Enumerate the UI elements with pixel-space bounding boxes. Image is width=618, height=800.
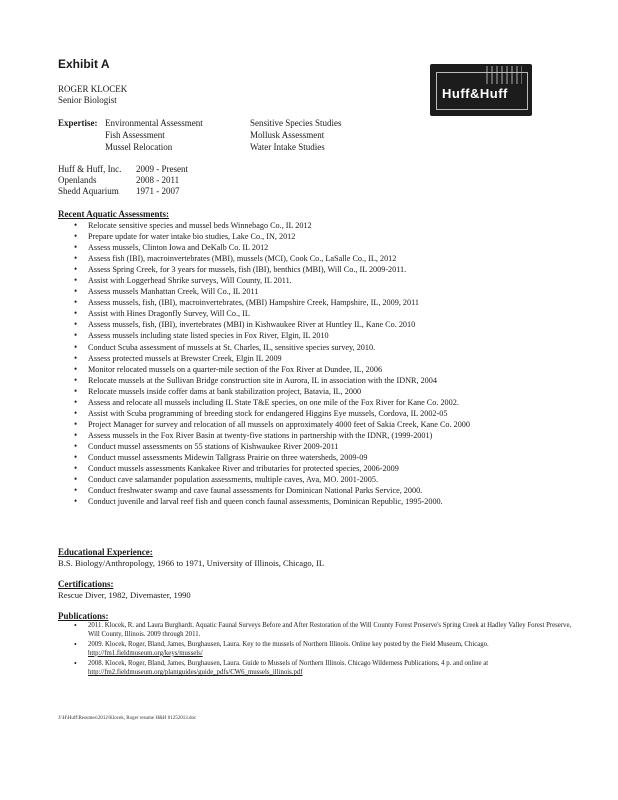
- publication-link[interactable]: http://fm2.fieldmuseum.org/plantguides/guide_pdfs/CW6_mussels_illinois.pdf: [88, 668, 303, 676]
- document-footer-path: J:\H\Huff\Resumes\2012\Klocek, Roger resume H&H 01252013.doc: [58, 716, 197, 721]
- list-item: • Assess mussels Manhattan Creek, Will Co., IL 2011: [74, 286, 594, 297]
- person-role: Senior Biologist: [58, 95, 117, 105]
- list-item: • Monitor relocated mussels on a quarter-mile section of the Fox River at Dundee, IL, 2006: [74, 364, 594, 375]
- list-item: • Relocate mussels at the Sullivan Bridge construction site in Aurora, IL in association with the IDNR, 2004: [74, 375, 594, 386]
- expertise-item: Sensitive Species Studies: [250, 118, 342, 128]
- publication-text: 2011. Klocek, R. and Laura Burghardt. Aquatic Faunal Surveys Before and After Restoration of the Will County Forest Preserve's Spring Creek at Hadley Valley Forest Preserve, Will County, Illinois. 2009 through 2011.: [88, 622, 572, 638]
- publication-text: 2009. Klocek, Roger, Bland, James, Burghausen, Laura. Key to the mussels of Northern Illinois. Online key posted by the Field Museum, Chicago.: [88, 641, 489, 649]
- publication-item: [74, 641, 574, 658]
- list-item: • Assist with Loggerhead Shrike surveys, Will County, IL 2011.: [74, 275, 594, 286]
- publication-text: 2008. Klocek, Roger, Bland, James, Burghausen, Laura. Guide to Mussels of Northern Illinois. Chicago Wilderness Publications, 4 p. and online at: [88, 660, 489, 668]
- employer-years: 1971 - 2007: [136, 186, 180, 196]
- employer-years: 2008 - 2011: [136, 175, 180, 185]
- employer-years: 2009 - Present: [136, 164, 188, 174]
- list-item: • Prepare update for water intake bio studies, Lake Co., IN, 2012: [74, 231, 594, 242]
- employer-name: Shedd Aquarium: [58, 186, 119, 196]
- list-item: • Relocate sensitive species and mussel beds Winnebago Co., IL 2012: [74, 220, 594, 231]
- publication-item: [74, 622, 574, 639]
- education-heading: Educational Experience:: [58, 547, 153, 557]
- expertise-item: Mollusk Assessment: [250, 130, 325, 140]
- certifications-text: Rescue Diver, 1982, Divemaster, 1990: [58, 590, 191, 600]
- publications-list: [74, 622, 574, 680]
- logo-text: Huff&Huff: [442, 86, 508, 101]
- list-item: • Assess mussels including state listed species in Fox River, Elgin, IL 2010: [74, 330, 594, 341]
- publication-item: [74, 660, 574, 677]
- list-item: • Conduct Scuba assessment of mussels at St. Charles, IL, sensitive species survey, 2010.: [74, 342, 594, 353]
- list-item: • Assess Spring Creek, for 3 years for mussels, fish (IBI), benthics (MBI), Will Co., IL 2009-2011.: [74, 264, 594, 275]
- recent-assessments-heading: Recent Aquatic Assessments:: [58, 209, 169, 219]
- list-item: • Conduct cave salamander population assessments, multiple caves, Ava, MO. 2001-2005.: [74, 474, 594, 485]
- employer-name: Openlands: [58, 175, 97, 185]
- education-text: B.S. Biology/Anthropology, 1966 to 1971, University of Illinois, Chicago, IL: [58, 558, 325, 568]
- expertise-item: Environmental Assessment: [105, 118, 203, 128]
- list-item: • Assess fish (IBI), macroinvertebrates (MBI), mussels (MCI), Cook Co., LaSalle Co., IL, 2012: [74, 253, 594, 264]
- exhibit-title: Exhibit A: [58, 57, 110, 71]
- expertise-item: Fish Assessment: [105, 130, 165, 140]
- person-name: ROGER KLOCEK: [58, 84, 128, 94]
- recent-assessments-list: [74, 220, 594, 507]
- expertise-item: Water Intake Studies: [250, 142, 325, 152]
- list-item: • Assess mussels, fish, (IBI), macroinvertebrates, (MBI) Hampshire Creek, Hampshire, IL, 2009, 2011: [74, 297, 594, 308]
- list-item: • Assess protected mussels at Brewster Creek, Elgin IL 2009: [74, 353, 594, 364]
- publications-heading: Publications:: [58, 611, 109, 621]
- list-item: • Conduct mussel assessments on 55 stations of Kishwaukee River 2009-2011: [74, 441, 594, 452]
- list-item: • Assess and relocate all mussels including IL State T&E species, on one mile of the Fox River for Kane Co. 2002.: [74, 397, 594, 408]
- expertise-label: Expertise:: [58, 118, 98, 128]
- expertise-item: Mussel Relocation: [105, 142, 173, 152]
- list-item: • Assess mussels, fish, (IBI), invertebrates (MBI) in Kishwaukee River at Huntley IL, Kane Co. 2010: [74, 319, 594, 330]
- certifications-heading: Certifications:: [58, 579, 114, 589]
- list-item: • Assess mussels in the Fox River Basin at twenty-five stations in partnership with the IDNR, (1999-2001): [74, 430, 594, 441]
- list-item: • Relocate mussels inside coffer dams at bank stabilization project, Batavia, IL, 2000: [74, 386, 594, 397]
- list-item: • Conduct mussels assessments Kankakee River and tributaries for protected species, 2006-2009: [74, 463, 594, 474]
- employer-name: Huff & Huff, Inc.: [58, 164, 122, 174]
- list-item: • Project Manager for survey and relocation of all mussels on approximately 4000 feet of Sakia Creek, Kane Co. 2000: [74, 419, 594, 430]
- list-item: • Conduct mussel assessments Midewin Tallgrass Prairie on three watersheds, 2009-09: [74, 452, 594, 463]
- list-item: • Assist with Scuba programming of breeding stock for endangered Higgins Eye mussels, Cordova, IL 2002-05: [74, 408, 594, 419]
- company-logo: [430, 64, 532, 116]
- list-item: • Conduct freshwater swamp and cave faunal assessments for Dominican National Parks Service, 2000.: [74, 485, 594, 496]
- list-item: • Assess mussels, Clinton Iowa and DeKalb Co. IL 2012: [74, 242, 594, 253]
- publication-link[interactable]: http://fm1.fieldmuseum.org/keys/mussels/: [88, 649, 203, 657]
- list-item: • Conduct juvenile and larval reef fish and queen conch faunal assessments, Dominican Republic, 1995-2000.: [74, 496, 594, 507]
- list-item: • Assist with Hines Dragonfly Survey, Will Co., IL: [74, 308, 594, 319]
